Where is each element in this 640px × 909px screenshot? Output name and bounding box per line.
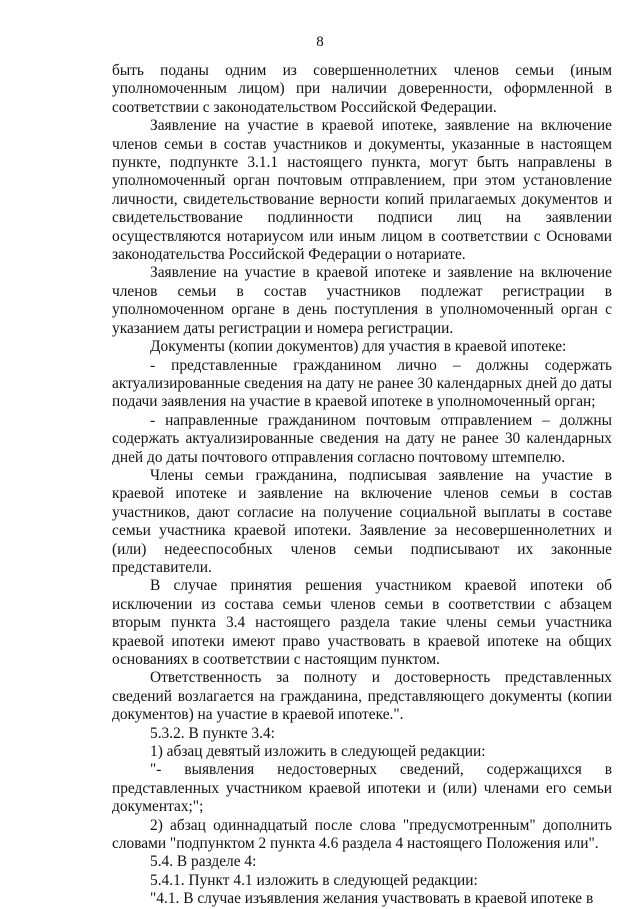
paragraph-family-exclusion: В случае принятия решения участником краевой ипотеки об исключении из состава семьи членов семьи в соответствии с абзацем вторым пункта 3.4 настоящего раздела такие члены семьи участника краевой ипотеки имеют право участвовать в краевой ипотеке на общих основаниях в соответствии с настоящим пунктом. bbox=[112, 577, 612, 668]
paragraph-documents-by-post: - направленные гражданином почтовым отправлением – должны содержать актуализированные сведения на дату не ранее 30 календарных дней до даты почтового отправления согласно почтовому штемпелю. bbox=[112, 411, 612, 466]
page-number: 8 bbox=[316, 34, 324, 50]
paragraph-continuation: быть поданы одним из совершеннолетних членов семьи (иным уполномоченным лицом) при наличии доверенности, оформленной в соответствии с законодательством Российской Федерации. bbox=[112, 62, 612, 116]
paragraph-item-2: 2) абзац одиннадцатый после слова "предусмотренным" дополнить словами "подпунктом 2 пункта 4.6 раздела 4 настоящего Положения или". bbox=[112, 816, 612, 853]
paragraph-quote-4-1: "4.1. В случае изъявления желания участвовать в краевой ипотеке в bbox=[150, 890, 594, 908]
paragraph-family-consent: Члены семьи гражданина, подписывая заявление на участие в краевой ипотеке и заявление на включение членов семьи в состав участников, дают согласие на получение социальной выплаты в составе семьи участника краевой ипотеки. Заявление за несовершеннолетних и (или) недееспособных членов семьи подписывают их законные представители. bbox=[112, 466, 612, 576]
paragraph-clause-5-4-1: 5.4.1. Пункт 4.1 изложить в следующей редакции: bbox=[150, 871, 478, 889]
paragraph-clause-5-4: 5.4. В разделе 4: bbox=[150, 853, 257, 871]
paragraph-registration: Заявление на участие в краевой ипотеке и заявление на включение членов семьи в состав участников подлежат регистрации в уполномоченном органе в день поступления в уполномоченный орган с указанием даты регистрации и номера регистрации. bbox=[112, 264, 612, 337]
paragraph-documents-heading: Документы (копии документов) для участия в краевой ипотеке: bbox=[150, 338, 567, 356]
paragraph-responsibility: Ответственность за полноту и достоверность представленных сведений возлагается на гражданина, представляющего документы (копии документов) на участие в краевой ипотеке.". bbox=[112, 669, 612, 724]
paragraph-quote-item-1: "- выявления недостоверных сведений, содержащихся в представленных участником краевой ипотеки и (или) членами его семьи документах;"; bbox=[112, 761, 612, 816]
paragraph-clause-5-3-2: 5.3.2. В пункте 3.4: bbox=[150, 724, 275, 742]
paragraph-documents-in-person: - представленные гражданином лично – должны содержать актуализированные сведения на дату не ранее 30 календарных дней до даты подачи заявления на участие в краевой ипотеке в уполномоченный орган; bbox=[112, 356, 612, 411]
paragraph-postal-submission: Заявление на участие в краевой ипотеке, заявление на включение членов семьи в состав участников и документы, указанные в настоящем пункте, подпункте 3.1.1 настоящего пункта, могут быть направлены в уполномоченный орган почтовым отправлением, при этом установление личности, свидетельствование верности копий прилагаемых документов и свидетельствование подлинности подписи лиц на заявлении осуществляются нотариусом или иным лицом в соответствии с Основами законодательства Российской Федерации о нотариате. bbox=[112, 117, 612, 264]
paragraph-item-1: 1) абзац девятый изложить в следующей редакции: bbox=[150, 743, 486, 761]
document-body bbox=[112, 62, 612, 909]
